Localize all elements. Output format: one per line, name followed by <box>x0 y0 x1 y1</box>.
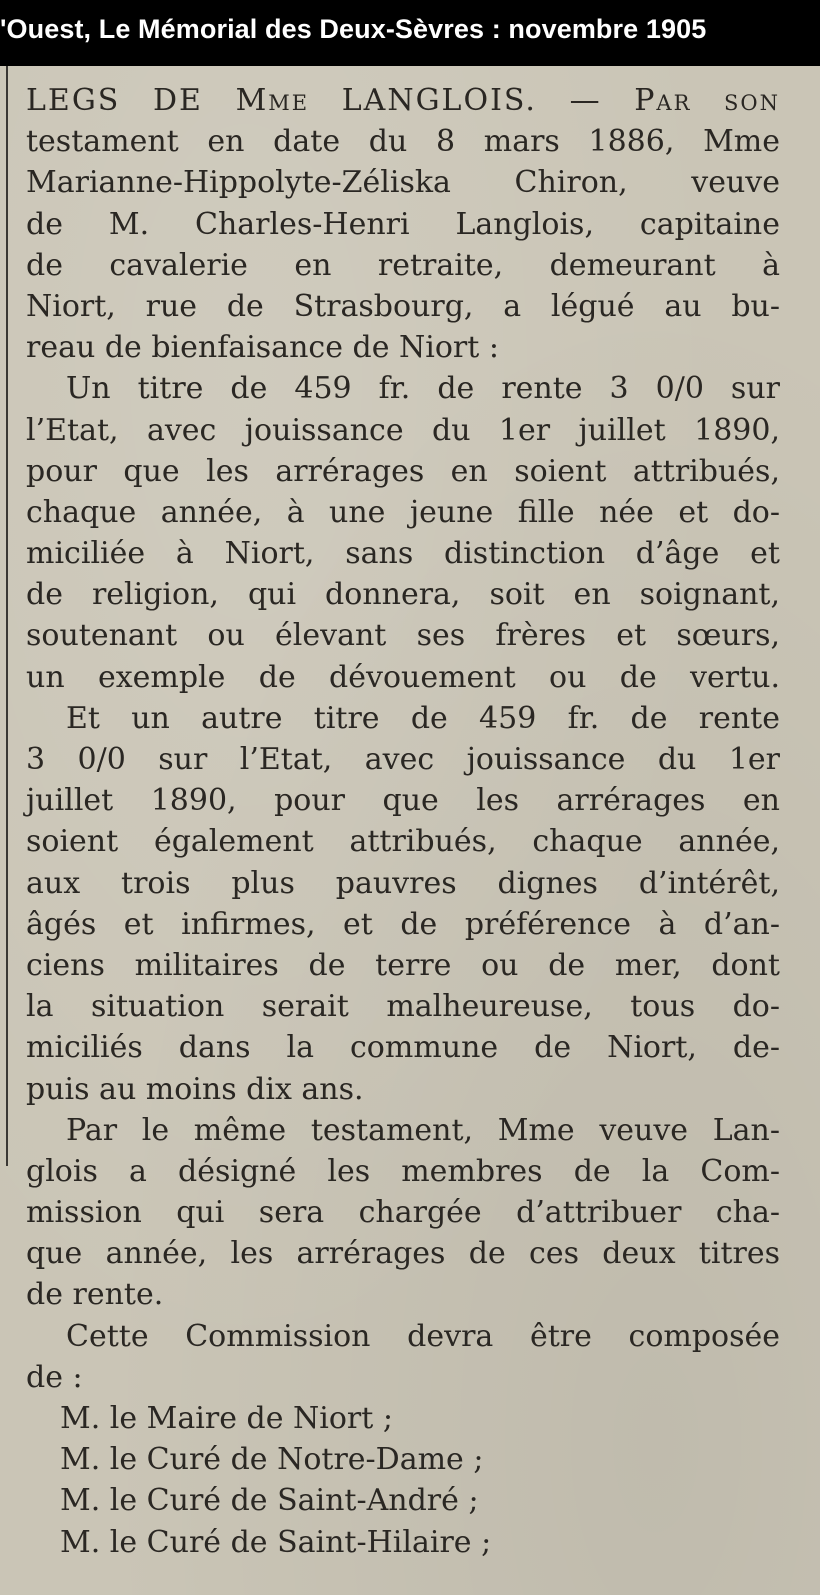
text-line: chaque année, à une jeune fille née et do- <box>26 494 780 530</box>
list-item: M. le Curé de Saint-Hilaire ; <box>60 1524 492 1560</box>
article-heading-line: LEGS DE Mme LANGLOIS. — Par son <box>26 83 780 118</box>
text-line: soient également attribués, chaque année, <box>26 824 780 860</box>
article-text <box>26 80 780 1563</box>
list-item: M. le Curé de Notre-Dame ; <box>60 1442 484 1478</box>
text-line: soutenant ou élevant ses frères et sœurs, <box>26 618 780 654</box>
text-line: aux trois plus pauvres dignes d’intérêt, <box>26 865 780 901</box>
text-line: pour que les arrérages en soient attribués, <box>26 453 780 489</box>
column-rule <box>6 66 8 1166</box>
text-line: un exemple de dévouement ou de vertu. <box>26 659 780 695</box>
title-bar <box>0 0 820 66</box>
list-item: M. le Curé de Saint-André ; <box>60 1483 479 1519</box>
text-line: mission qui sera chargée d’attribuer cha- <box>26 1195 780 1231</box>
text-line: 3 0/0 sur l’Etat, avec jouissance du 1er <box>26 742 780 777</box>
text-line: que année, les arrérages de ces deux titres <box>26 1236 780 1272</box>
text-line: reau de bienfaisance de Niort : <box>26 330 499 366</box>
text-line: âgés et infirmes, et de préférence à d’an- <box>26 906 780 942</box>
text-line: glois a désigné les membres de la Com- <box>26 1153 780 1189</box>
text-line: de M. Charles-Henri Langlois, capitaine <box>26 206 780 242</box>
newspaper-page <box>0 66 820 1595</box>
text-line: de cavalerie en retraite, demeurant à <box>26 247 780 283</box>
document-title: 'Ouest, Le Mémorial des Deux-Sèvres : novembre 1905 <box>0 14 707 44</box>
text-line: la situation serait malheureuse, tous do- <box>26 989 780 1025</box>
text-line: Niort, rue de Strasbourg, a légué au bu- <box>26 288 780 324</box>
text-line: Un titre de 459 fr. de rente 3 0/0 sur <box>66 371 780 407</box>
text-line: l’Etat, avec jouissance du 1er juillet 1890, <box>26 412 780 448</box>
text-line: Et un autre titre de 459 fr. de rente <box>66 700 780 736</box>
text-line: de religion, qui donnera, soit en soignant, <box>26 577 780 613</box>
text-line: testament en date du 8 mars 1886, Mme <box>26 124 780 160</box>
text-line: puis au moins dix ans. <box>26 1071 364 1107</box>
text-line: de rente. <box>26 1277 164 1313</box>
text-line: ciens militaires de terre ou de mer, dont <box>26 947 780 983</box>
text-line: juillet 1890, pour que les arrérages en <box>26 783 780 819</box>
text-line: Par le même testament, Mme veuve Lan- <box>66 1112 780 1148</box>
text-line: miciliés dans la commune de Niort, de- <box>26 1030 780 1066</box>
text-line: Marianne-Hippolyte-Zéliska Chiron, veuve <box>26 165 780 201</box>
text-line: Cette Commission devra être composée <box>66 1318 780 1354</box>
text-line: miciliée à Niort, sans distinction d’âge et <box>26 536 780 572</box>
list-item: M. le Maire de Niort ; <box>60 1401 393 1436</box>
text-line: de : <box>26 1359 83 1395</box>
